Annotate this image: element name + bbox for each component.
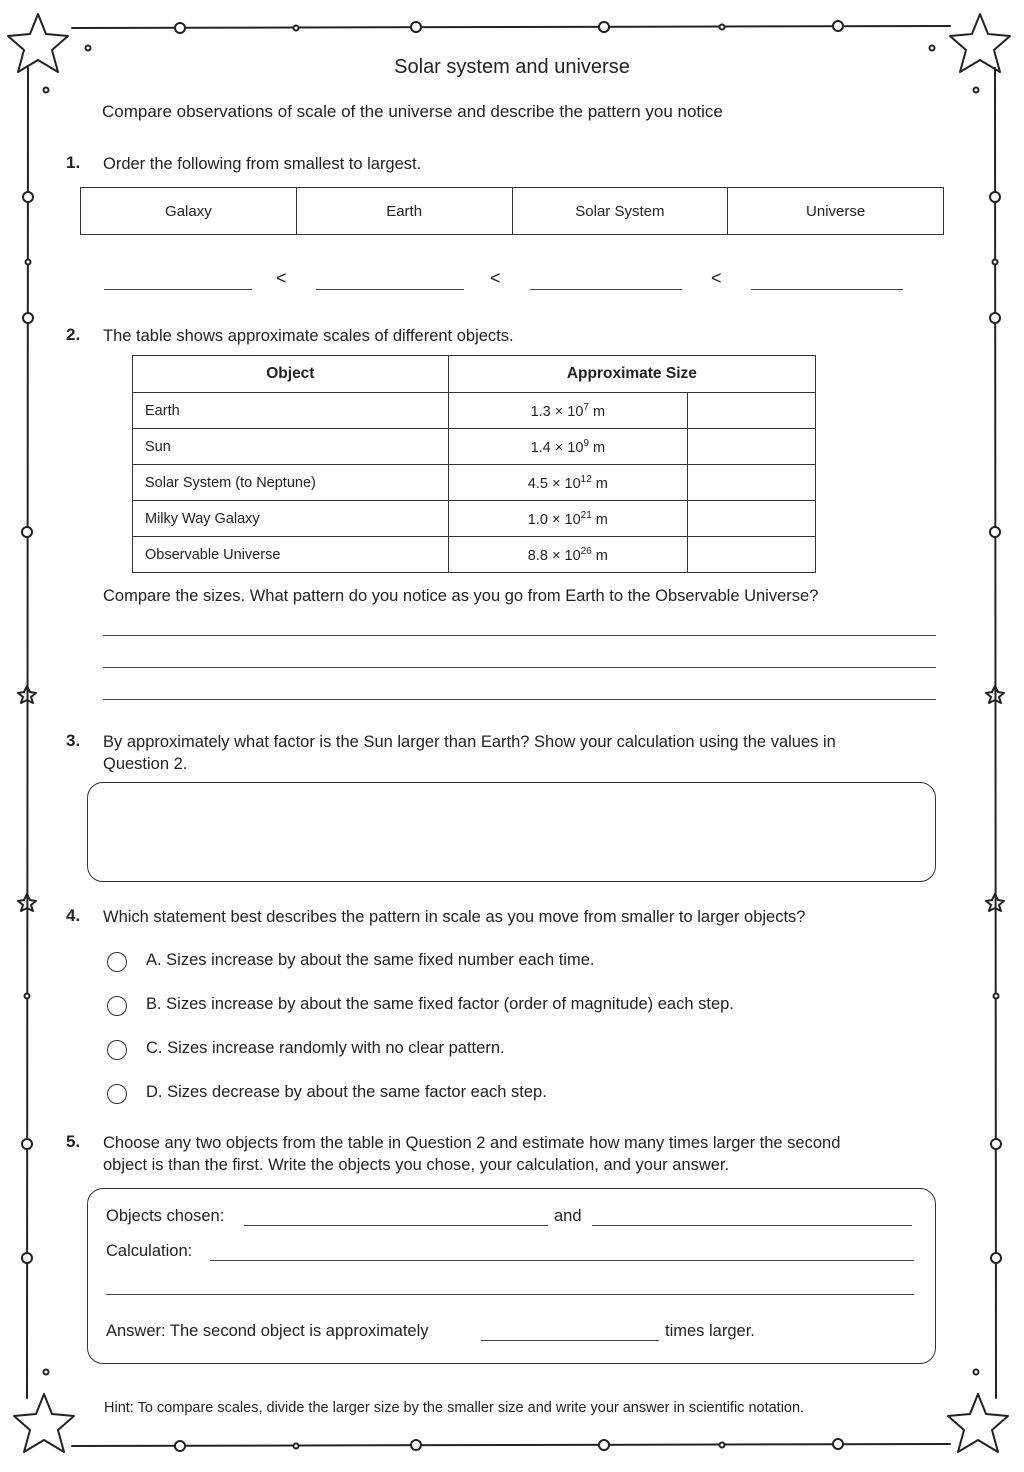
question-1-number: 1.	[66, 153, 81, 172]
less-than-sign: <	[490, 268, 501, 288]
answer-blank[interactable]	[751, 289, 903, 290]
object-cell: Milky Way Galaxy	[133, 501, 449, 537]
question-3-number: 3.	[66, 731, 81, 750]
empty-cell	[688, 393, 816, 429]
table-row	[133, 537, 816, 573]
answer-line[interactable]	[103, 635, 936, 636]
question-5-text-line1: Choose any two objects from the table in Question 2 and estimate how many times larger the second	[103, 1134, 841, 1152]
option-d-label: D. Sizes decrease by about the same factor each step.	[146, 1083, 547, 1101]
empty-cell	[688, 465, 816, 501]
answer-box[interactable]	[87, 782, 936, 882]
option-a-radio[interactable]	[107, 952, 127, 972]
option-c-radio[interactable]	[107, 1040, 127, 1060]
less-than-sign: <	[276, 268, 287, 288]
question-2-prompt: Compare the sizes. What pattern do you notice as you go from Earth to the Observable Universe?	[103, 587, 819, 605]
option-d-radio[interactable]	[107, 1084, 127, 1104]
order-item: Galaxy	[81, 188, 297, 235]
question-2-text: The table shows approximate scales of different objects.	[103, 327, 514, 345]
answer-blank[interactable]	[316, 289, 464, 290]
question-5-number: 5.	[66, 1132, 81, 1151]
question-1-text: Order the following from smallest to largest.	[103, 155, 422, 173]
calculation-field[interactable]	[210, 1260, 914, 1261]
page-title: Solar system and universe	[394, 56, 630, 78]
and-label: and	[554, 1207, 582, 1225]
size-cell: $4.5 \times 10^{12}$ m	[448, 465, 687, 501]
answer-line[interactable]	[103, 699, 936, 700]
object-1-field[interactable]	[244, 1225, 548, 1226]
table-header-size: Approximate Size	[448, 356, 815, 393]
answer-blank[interactable]	[104, 289, 252, 290]
hint-text: Hint: To compare scales, divide the larger size by the smaller size and write your answer in scientific notation.	[104, 1400, 805, 1416]
table-row	[133, 429, 816, 465]
answer-blank[interactable]	[530, 289, 682, 290]
object-cell: Observable Universe	[133, 537, 449, 573]
option-b-label: B. Sizes increase by about the same fixed factor (order of magnitude) each step.	[146, 995, 734, 1013]
star-icon	[948, 1394, 1008, 1452]
object-cell: Earth	[133, 393, 449, 429]
object-2-field[interactable]	[592, 1225, 912, 1226]
question-5-text-line2: object is than the first. Write the objects you chose, your calculation, and your answer.	[103, 1156, 730, 1174]
order-item: Solar System	[512, 188, 728, 235]
answer-field[interactable]	[481, 1340, 659, 1341]
table-row	[133, 501, 816, 537]
object-cell: Sun	[133, 429, 449, 465]
calculation-field[interactable]	[106, 1294, 914, 1295]
order-item: Earth	[296, 188, 512, 235]
empty-cell	[688, 537, 816, 573]
star-icon	[14, 1394, 74, 1452]
size-cell: $1.0 \times 10^{21}$ m	[448, 501, 687, 537]
option-c-label: C. Sizes increase randomly with no clear pattern.	[146, 1039, 505, 1057]
answer-label: Answer: The second object is approximately	[106, 1322, 429, 1340]
scale-table	[132, 355, 816, 573]
objects-chosen-label: Objects chosen:	[106, 1207, 225, 1225]
table-header-object: Object	[133, 356, 449, 393]
question-3-text-line2: Question 2.	[103, 755, 188, 773]
object-cell: Solar System (to Neptune)	[133, 465, 449, 501]
answer-suffix-label: times larger.	[665, 1322, 755, 1340]
question-4-text: Which statement best describes the pattern in scale as you move from smaller to larger objects?	[103, 908, 806, 926]
size-cell: $1.3 \times 10^7$ m	[448, 393, 687, 429]
option-b-radio[interactable]	[107, 996, 127, 1016]
order-items-table	[80, 187, 944, 235]
empty-cell	[688, 429, 816, 465]
size-cell: $1.4 \times 10^9$ m	[448, 429, 687, 465]
table-row	[133, 393, 816, 429]
question-4-number: 4.	[66, 906, 81, 925]
page-subtitle: Compare observations of scale of the universe and describe the pattern you notice	[102, 102, 723, 121]
empty-cell	[688, 501, 816, 537]
calculation-label: Calculation:	[106, 1242, 193, 1260]
less-than-sign: <	[711, 268, 722, 288]
table-row	[133, 465, 816, 501]
option-a-label: A. Sizes increase by about the same fixed number each time.	[146, 951, 595, 969]
answer-line[interactable]	[103, 667, 936, 668]
order-item: Universe	[728, 188, 944, 235]
question-2-number: 2.	[66, 325, 81, 344]
question-3-text-line1: By approximately what factor is the Sun larger than Earth? Show your calculation using the values in	[103, 733, 836, 751]
size-cell: $8.8 \times 10^{26}$ m	[448, 537, 687, 573]
